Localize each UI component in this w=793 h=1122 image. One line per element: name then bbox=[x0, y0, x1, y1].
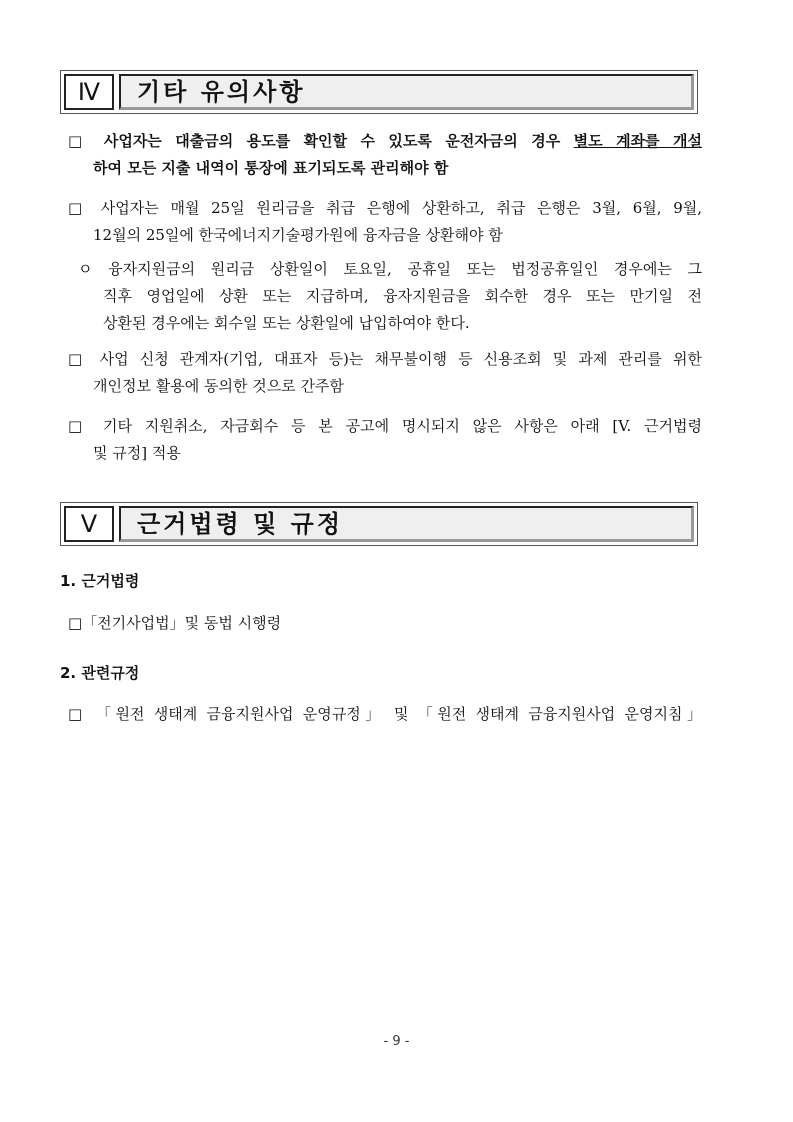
underlined-text: 별도 계좌를 개설 bbox=[573, 132, 702, 150]
list-item bbox=[68, 413, 702, 467]
list-item bbox=[68, 128, 702, 182]
item-line: □ 사업자는 매월 25일 원리금을 취급 은행에 상환하고, 취급 은행은 3월, 6월, 9월, bbox=[68, 199, 702, 217]
item-line: 및 규정] 적용 bbox=[93, 444, 181, 462]
item-line: 12월의 25일에 한국에너지기술평가원에 융자금을 상환해야 함 bbox=[93, 226, 503, 244]
section-title-box bbox=[119, 74, 694, 110]
subsection-heading: 2. 관련규정 bbox=[60, 664, 140, 682]
item-line: □ 사업 신청 관계자(기업, 대표자 등)는 채무불이행 등 신용조회 및 과제 관리를 위한 bbox=[68, 350, 702, 368]
item-line: 상환된 경우에는 회수일 또는 상환일에 납입하여야 한다. bbox=[103, 314, 470, 332]
list-item bbox=[68, 610, 702, 637]
sub-list-item bbox=[78, 256, 702, 337]
list-item bbox=[68, 195, 702, 249]
item-line: □ 「원전 생태계 금융지원사업 운영규정」 및 「원전 생태계 금융지원사업 운영지침」 bbox=[68, 705, 702, 723]
section-title-box bbox=[119, 506, 694, 542]
section-title: 기타 유의사항 bbox=[137, 78, 306, 106]
page-number: - 9 - bbox=[383, 1034, 410, 1049]
list-item bbox=[68, 346, 702, 400]
section-header-4 bbox=[60, 70, 698, 114]
section-header-5 bbox=[60, 502, 698, 546]
item-line: 하여 모든 지출 내역이 통장에 표기되도록 관리해야 함 bbox=[93, 159, 449, 177]
item-line: 직후 영업일에 상환 또는 지급하며, 융자지원금을 회수한 경우 또는 만기일 전 bbox=[103, 287, 702, 305]
item-line: ㅇ 융자지원금의 원리금 상환일이 토요일, 공휴일 또는 법정공휴일인 경우에는 그 bbox=[78, 260, 702, 278]
item-line: □ 기타 지원취소, 자금회수 등 본 공고에 명시되지 않은 사항은 아래 [V. 근거법령 bbox=[68, 417, 702, 435]
section-number: Ⅳ bbox=[64, 74, 114, 110]
subsection-heading: 1. 근거법령 bbox=[60, 572, 140, 590]
item-line: □ 사업자는 대출금의 용도를 확인할 수 있도록 운전자금의 경우 별도 계좌를 개설 bbox=[68, 132, 702, 150]
item-line: □「전기사업법」및 동법 시행령 bbox=[68, 614, 282, 632]
section-title: 근거법령 및 규정 bbox=[137, 510, 343, 538]
item-line: 개인정보 활용에 동의한 것으로 간주함 bbox=[93, 377, 344, 395]
list-item bbox=[68, 701, 702, 728]
section-number: Ⅴ bbox=[64, 506, 114, 542]
